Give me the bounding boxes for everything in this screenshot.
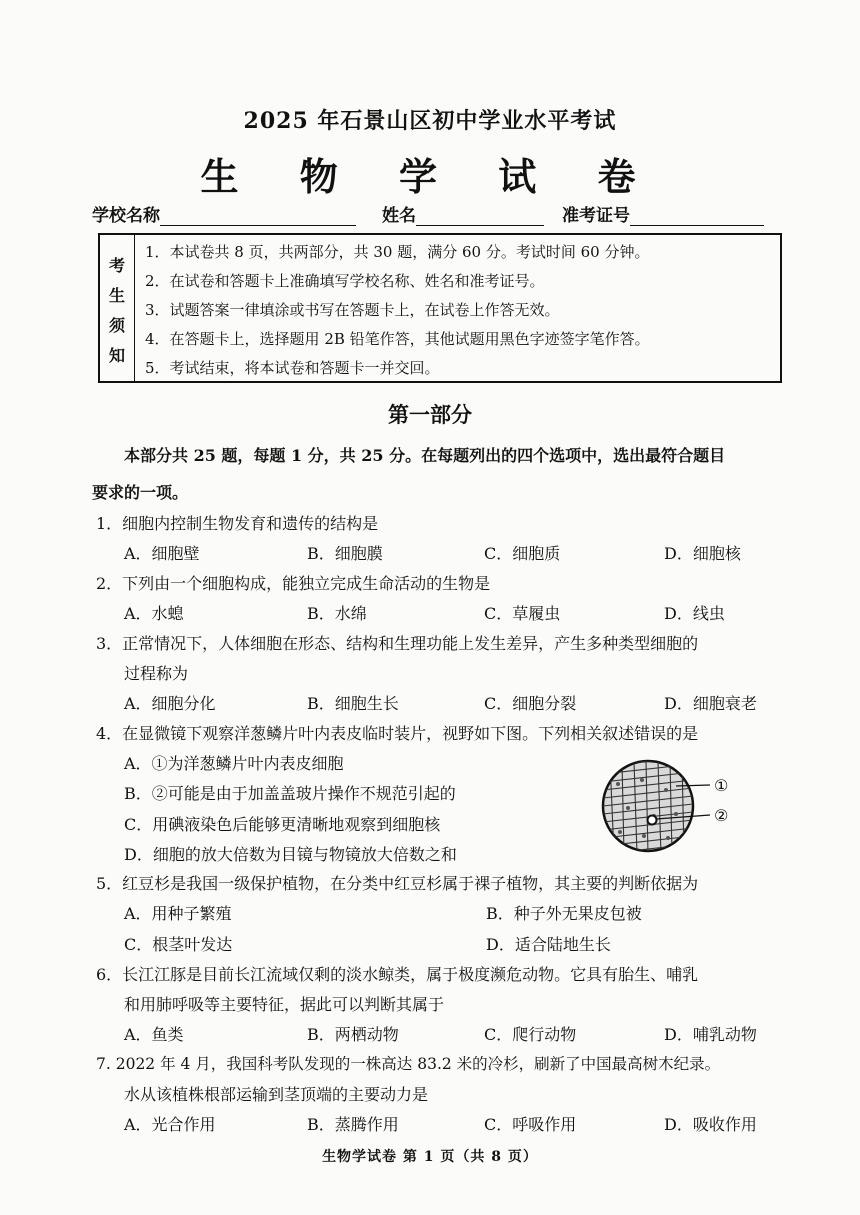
option-c: C．细胞质 (484, 544, 561, 563)
option-b: B．细胞生长 (307, 694, 399, 713)
option-c: C．爬行动物 (484, 1025, 577, 1044)
question-stem: 3．正常情况下，人体细胞在形态、结构和生理功能上发生差异，产生多种类型细胞的 (96, 634, 699, 653)
question-stem-cont: 过程称为 (124, 664, 189, 683)
question-stem: 4．在显微镜下观察洋葱鳞片叶内表皮临时装片，视野如下图。下列相关叙述错误的是 (96, 724, 699, 743)
option-d: D．吸收作用 (664, 1115, 757, 1134)
option-c: C．呼吸作用 (484, 1115, 577, 1134)
option-a: A．①为洋葱鳞片叶内表皮细胞 (124, 754, 344, 773)
option-a: A．细胞壁 (124, 544, 200, 563)
question-stem: 7. 2022 年 4 月，我国科考队发现的一株高达 83.2 米的冷杉，刷新了中国最高树木纪录。 (96, 1055, 721, 1073)
option-d: D．线虫 (664, 604, 725, 623)
notice-item: 3．试题答案一律填涂或书写在答题卡上，在试卷上作答无效。 (145, 301, 560, 319)
page-footer: 生物学试卷 第 1 页（共 8 页） (322, 1149, 538, 1165)
question-stem: 5．红豆杉是我国一级保护植物，在分类中红豆杉属于裸子植物，其主要的判断依据为 (96, 874, 699, 893)
notice-char: 考 (108, 256, 125, 275)
option-a: A．细胞分化 (124, 694, 216, 713)
notice-char: 须 (108, 316, 125, 335)
option-c: C．细胞分裂 (484, 694, 577, 713)
option-a: A．用种子繁殖 (124, 904, 232, 923)
option-d: D．细胞的放大倍数为目镜与物镜放大倍数之和 (124, 845, 457, 864)
school-blank (160, 207, 356, 226)
school-field (92, 201, 356, 226)
label-2: ② (714, 806, 729, 825)
option-c: C．草履虫 (484, 604, 561, 623)
section-intro: 本部分共 25 题，每题 1 分，共 25 分。在每题列出的四个选项中，选出最符合题目 (124, 446, 726, 465)
notice-item: 1．本试卷共 8 页，共两部分，共 30 题，满分 60 分。考试时间 60 分钟。 (145, 243, 650, 261)
question-stem-cont: 水从该植株根部运输到茎顶端的主要动力是 (124, 1085, 429, 1104)
notice-item: 4．在答题卡上，选择题用 2B 铅笔作答，其他试题用黑色字迹签字笔作答。 (145, 330, 650, 348)
notice-side-label (100, 235, 135, 381)
option-b: B．两栖动物 (307, 1025, 399, 1044)
option-d: D．适合陆地生长 (486, 935, 611, 954)
exam-id-blank (630, 207, 764, 226)
microscope-field-figure (598, 756, 748, 856)
option-d: D．细胞核 (664, 544, 741, 563)
option-b: B．蒸腾作用 (307, 1115, 399, 1134)
option-b: B．种子外无果皮包被 (486, 904, 642, 923)
notice-char: 生 (108, 286, 125, 305)
option-b: B．细胞膜 (307, 544, 383, 563)
name-blank (416, 207, 544, 226)
option-c: C．根茎叶发达 (124, 935, 233, 954)
candidate-notice-box (98, 233, 782, 383)
option-a: A．鱼类 (124, 1025, 184, 1044)
question-stem: 6．长江江豚是目前长江流域仅剩的淡水鲸类，属于极度濒危动物。它具有胎生、哺乳 (96, 965, 699, 984)
question-stem-cont: 和用肺呼吸等主要特征，据此可以判断其属于 (124, 995, 445, 1014)
section-intro-cont: 要求的一项。 (92, 483, 189, 502)
notice-item: 2．在试卷和答题卡上准确填写学校名称、姓名和准考证号。 (145, 272, 545, 290)
question-stem: 1．细胞内控制生物发育和遗传的结构是 (96, 514, 379, 533)
exam-title: 2025 年石景山区初中学业水平考试 (243, 108, 617, 134)
option-b: B．②可能是由于加盖盖玻片操作不规范引起的 (124, 784, 456, 803)
exam-id-field (562, 201, 764, 226)
label-1: ① (714, 776, 729, 795)
school-label: 学校名称 (92, 206, 160, 226)
option-a: A．水螅 (124, 604, 184, 623)
paper-subtitle: 生 物 学 试 卷 (200, 154, 660, 199)
option-c: C．用碘液染色后能够更清晰地观察到细胞核 (124, 815, 441, 834)
name-label: 姓名 (382, 206, 416, 226)
name-field (382, 201, 544, 226)
onion-epidermis-icon (598, 756, 748, 856)
question-stem: 2．下列由一个细胞构成，能独立完成生命活动的生物是 (96, 574, 491, 593)
option-a: A．光合作用 (124, 1115, 216, 1134)
option-d: D．哺乳动物 (664, 1025, 757, 1044)
exam-id-label: 准考证号 (562, 206, 630, 226)
notice-item: 5．考试结束，将本试卷和答题卡一并交回。 (145, 359, 440, 377)
option-d: D．细胞衰老 (664, 694, 757, 713)
option-b: B．水绵 (307, 604, 367, 623)
notice-char: 知 (108, 346, 125, 365)
section-title: 第一部分 (388, 402, 472, 427)
